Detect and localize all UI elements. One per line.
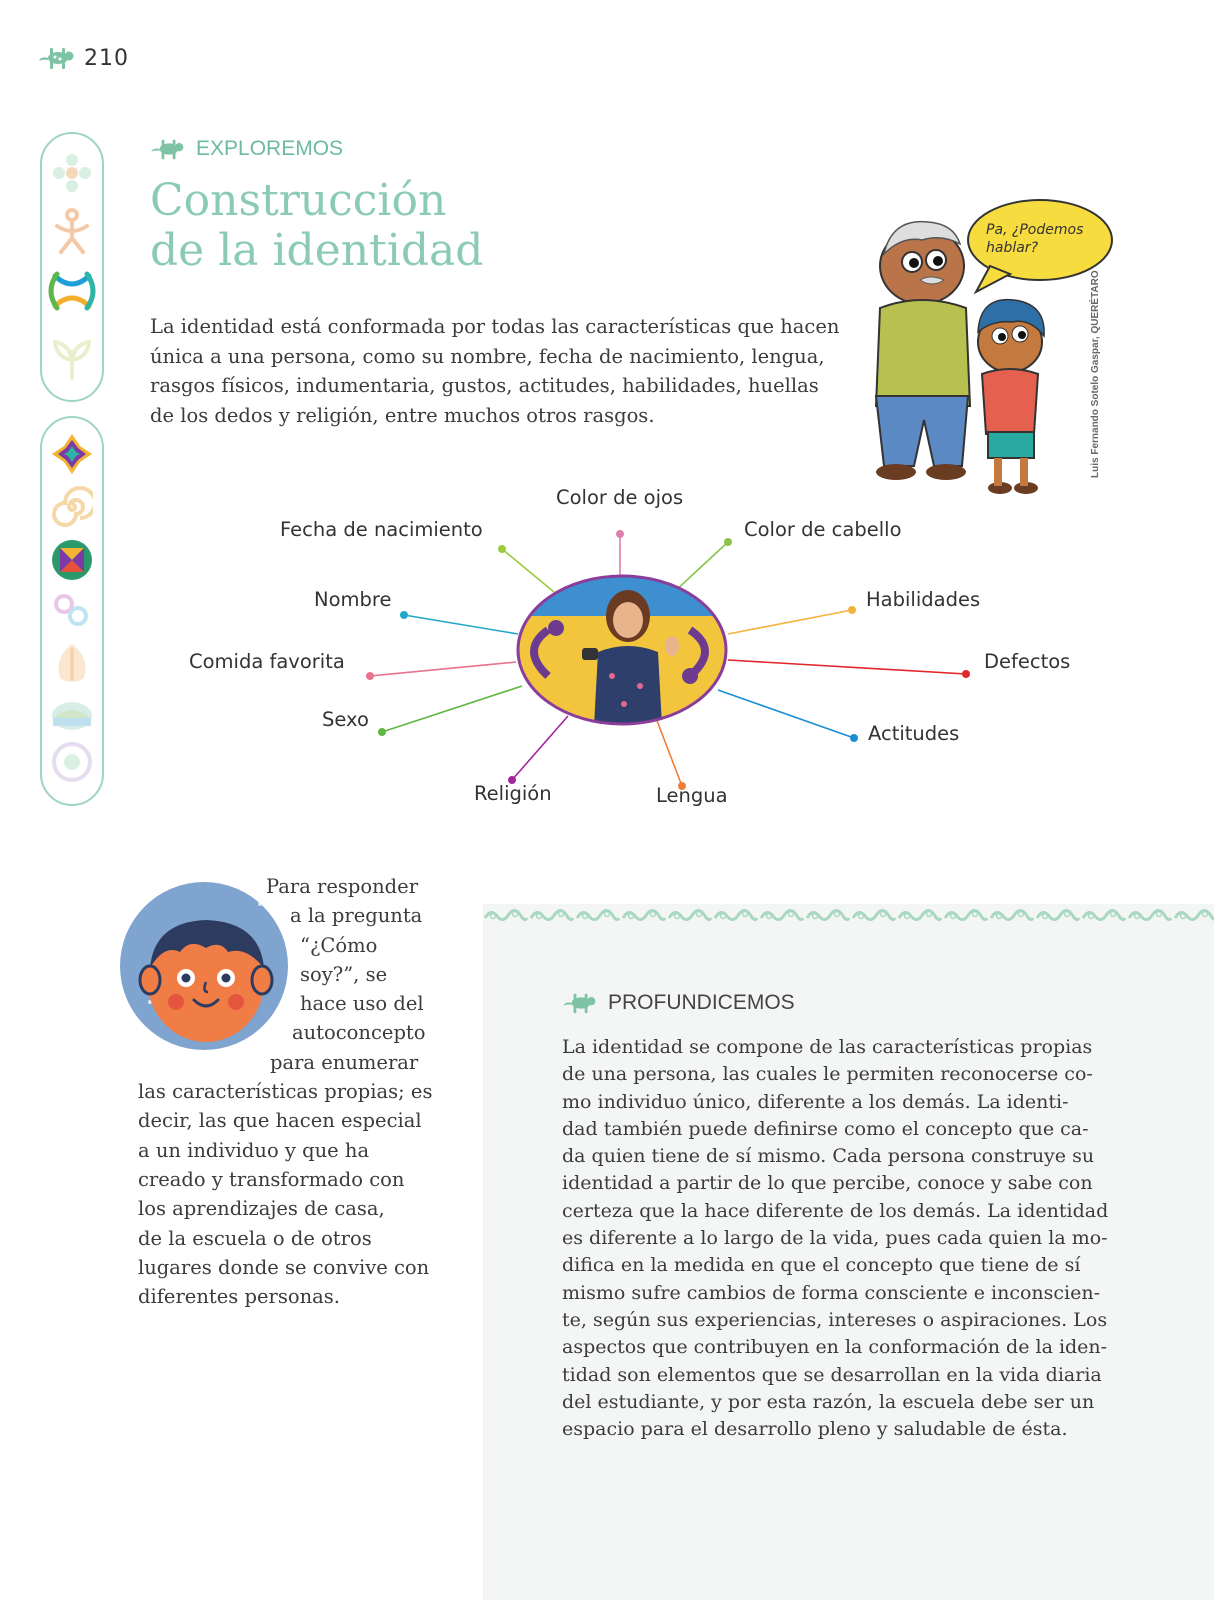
connector-habilidades bbox=[728, 610, 852, 634]
sidebar-top-group bbox=[40, 132, 104, 402]
label-actitudes: Actitudes bbox=[868, 722, 960, 745]
illustration-credit bbox=[1086, 270, 1106, 480]
dot-actitudes bbox=[850, 734, 858, 742]
text-line: te, según sus experiencias, intereses o aspiraciones. Los bbox=[562, 1308, 1108, 1331]
text-line: creado y transformado con bbox=[138, 1167, 405, 1191]
label-defectos: Defectos bbox=[984, 650, 1071, 673]
text-line: aspectos que contribuyen en la conformación de la iden- bbox=[562, 1336, 1108, 1359]
text-line: hace uso del bbox=[300, 992, 424, 1016]
connector-defectos bbox=[728, 660, 966, 674]
text-line: los aprendizajes de casa, bbox=[138, 1197, 385, 1221]
label-lengua: Lengua bbox=[656, 784, 728, 807]
title-line-2: de la identidad bbox=[150, 225, 484, 276]
dot-color-ojos bbox=[616, 530, 624, 538]
label-color-ojos: Color de ojos bbox=[556, 486, 684, 509]
flower-icon bbox=[49, 150, 95, 196]
lizard-icon bbox=[150, 136, 188, 162]
title-line-1: Construcción bbox=[150, 175, 447, 226]
girl-photo bbox=[518, 576, 728, 726]
text-line: es diferente a lo largo de la vida, pues cada quien la mo- bbox=[562, 1227, 1108, 1250]
section-label-text: PROFUNDICEMOS bbox=[608, 991, 795, 1014]
text-line: tidad son elementos que se desarrollan en la vida diaria bbox=[562, 1363, 1102, 1386]
lizard-icon bbox=[38, 44, 78, 72]
profundicemos-paragraph bbox=[562, 1034, 1109, 1443]
people-circle-icon bbox=[47, 266, 97, 316]
child-figure bbox=[978, 300, 1044, 494]
text-line: decir, las que hacen especial bbox=[138, 1109, 422, 1133]
label-sexo: Sexo bbox=[322, 708, 369, 731]
father-child-illustration bbox=[862, 196, 1122, 500]
lizard-icon bbox=[562, 990, 600, 1016]
page-title bbox=[150, 176, 483, 276]
label-nombre: Nombre bbox=[314, 588, 392, 611]
page-number: 210 bbox=[84, 45, 129, 71]
text-line: de la escuela o de otros bbox=[138, 1226, 372, 1250]
text-line: a la pregunta bbox=[290, 904, 423, 928]
connector-sexo bbox=[382, 686, 522, 732]
connector-cabello bbox=[674, 542, 728, 592]
text-line: soy?”, se bbox=[300, 962, 388, 986]
text-line: para enumerar bbox=[270, 1050, 419, 1074]
text-line: dad también puede definirse como el concepto que ca- bbox=[562, 1117, 1089, 1140]
section-label-profundicemos bbox=[562, 990, 795, 1016]
section-label-exploremos bbox=[150, 136, 343, 162]
text-line: mismo sufre cambios de forma consciente e inconscien- bbox=[562, 1281, 1101, 1304]
dot-fecha bbox=[498, 545, 506, 553]
connector-nombre bbox=[404, 615, 518, 634]
text-line: certeza que la hace diferente de los demás. La identidad bbox=[562, 1199, 1109, 1222]
identity-diagram bbox=[0, 480, 1214, 840]
text-line: Para responder bbox=[266, 875, 419, 898]
compass-star-icon bbox=[50, 432, 94, 476]
credit-text: Luis Fernando Sotelo Gaspar, QUERÉTARO bbox=[1090, 270, 1101, 478]
connector-lengua bbox=[656, 718, 682, 786]
text-line: del estudiante, y por esta razón, la escuela debe ser un bbox=[562, 1390, 1095, 1413]
text-line: las características propias; es bbox=[138, 1080, 433, 1104]
text-line: lugares donde se convive con bbox=[138, 1255, 430, 1279]
connector-actitudes bbox=[718, 690, 854, 738]
connector-religion bbox=[512, 716, 568, 780]
text-line: diferentes personas. bbox=[138, 1285, 340, 1309]
label-religion: Religión bbox=[474, 782, 552, 805]
dot-comida bbox=[366, 672, 374, 680]
text-line: mo individuo único, diferente a los demás. La identi- bbox=[562, 1090, 1069, 1113]
text-line: de una persona, las cuales le permiten reconocerse co- bbox=[562, 1063, 1093, 1086]
speech-line-2: hablar? bbox=[986, 240, 1038, 256]
section-label-text: EXPLOREMOS bbox=[196, 137, 344, 160]
speech-line-1: Pa, ¿Podemos bbox=[986, 222, 1084, 238]
label-color-cabello: Color de cabello bbox=[744, 518, 902, 541]
connector-comida bbox=[370, 662, 516, 676]
dot-nombre bbox=[400, 611, 408, 619]
label-habilidades: Habilidades bbox=[866, 588, 981, 611]
text-line: La identidad se compone de las características propias bbox=[562, 1036, 1093, 1058]
intro-paragraph: La identidad está conformada por todas las características que hacen única a una persona, como su nombre, fecha de nacimiento, lengua, rasgos físicos, indumentaria, gustos, actitudes, habilidades, huellas de los dedos y religión, entre muchos otros rasgos. bbox=[150, 315, 840, 427]
page-header bbox=[38, 44, 129, 72]
sprout-icon bbox=[49, 330, 95, 380]
father-figure bbox=[876, 222, 970, 480]
connector-fecha bbox=[502, 549, 554, 592]
label-comida-favorita: Comida favorita bbox=[189, 650, 345, 673]
dot-habilidades bbox=[848, 606, 856, 614]
text-line: “¿Cómo bbox=[300, 933, 378, 957]
label-fecha-nacimiento: Fecha de nacimiento bbox=[280, 518, 483, 541]
text-line: a un individuo y que ha bbox=[138, 1138, 370, 1162]
dancer-icon bbox=[49, 206, 95, 256]
decorative-border-band bbox=[483, 904, 1214, 928]
text-line: da quien tiene de sí mismo. Cada persona construye su bbox=[562, 1145, 1095, 1168]
dot-cabello bbox=[724, 538, 732, 546]
dot-defectos bbox=[962, 670, 970, 678]
dot-sexo bbox=[378, 728, 386, 736]
text-line: autoconcepto bbox=[292, 1021, 426, 1045]
text-line: espacio para el desarrollo pleno y saludable de ésta. bbox=[562, 1418, 1068, 1441]
autoconcepto-paragraph bbox=[138, 872, 438, 1311]
text-line: difica en la medida en que el concepto que tiene de sí bbox=[562, 1254, 1081, 1277]
text-line: identidad a partir de lo que percibe, conoce y sabe con bbox=[562, 1172, 1093, 1195]
